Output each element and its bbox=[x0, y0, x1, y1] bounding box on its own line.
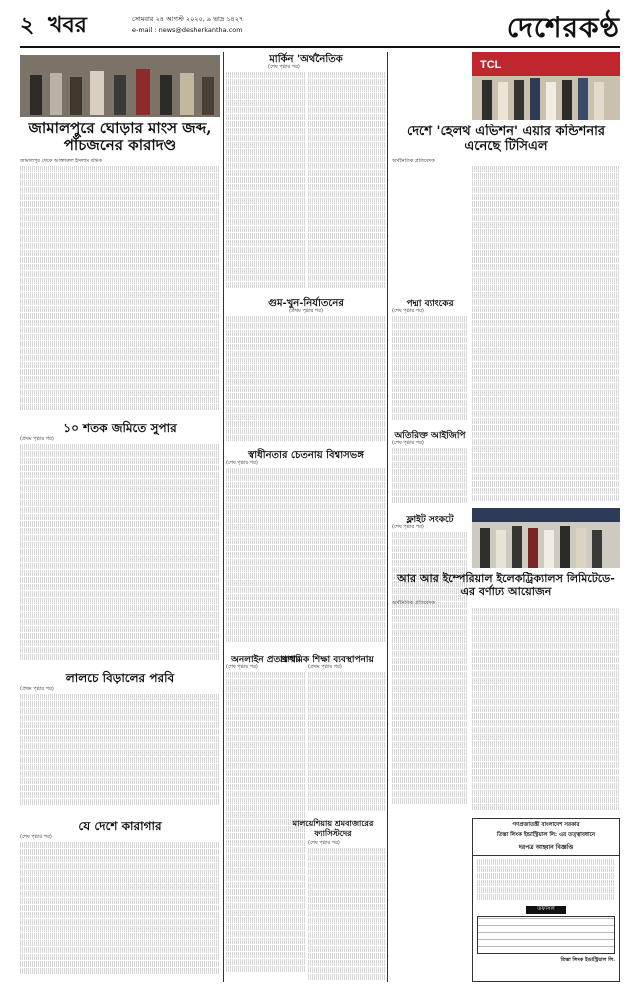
ad-signature: তিস্তা লিংক ইন্ডাস্ট্রিয়াল লি. bbox=[560, 957, 615, 963]
mid-h2-ref: (প্রথম পৃষ্ঠার পর) bbox=[289, 308, 323, 314]
mid-a-body bbox=[226, 72, 306, 292]
mid-h4-ref: (শেষ পৃষ্ঠার পর) bbox=[392, 440, 424, 446]
ad-body bbox=[477, 859, 615, 903]
tcl-launch-photo bbox=[472, 52, 620, 120]
left-byline: জামালপুর থেকে আক্তারুল ইসলাম শ্রমিক bbox=[20, 158, 103, 164]
left-story2-headline: ১০ শতক জমিতে সুপার bbox=[63, 421, 177, 435]
mid-h1-ref: (শেষ পৃষ্ঠার পর) bbox=[268, 64, 300, 70]
left-story2-body bbox=[20, 444, 220, 664]
masthead bbox=[20, 6, 620, 48]
page-number: ২ bbox=[20, 12, 35, 38]
mid-h2: গুম-খুন-নির্যাতনের bbox=[268, 298, 344, 309]
ad-table bbox=[477, 916, 615, 954]
mid-b-body bbox=[308, 72, 386, 292]
mid-h1: মার্কিন 'অর্থনৈতিক bbox=[269, 54, 343, 65]
mid-h2-body bbox=[226, 316, 386, 444]
email-line: e-mail : news@desherkantha.com bbox=[132, 26, 243, 34]
column-rule bbox=[387, 52, 388, 982]
left-story3-ref: (প্রথম পৃষ্ঠার পর) bbox=[20, 686, 54, 692]
mid-h7: প্রাথমিক শিক্ষা ব্যবস্থাপনায় bbox=[280, 655, 374, 665]
ad-org-line: তিস্তা লিংক ইন্ডাস্ট্রিয়াল লি: এর তত্ত্বাবধানে bbox=[496, 832, 596, 838]
left-story-body bbox=[20, 166, 220, 416]
mid-h5-ref: (শেষ পৃষ্ঠার পর) bbox=[226, 460, 258, 466]
mid-h6-ref: (শেষ পৃষ্ঠার পর) bbox=[392, 524, 424, 530]
horse-meat-photo bbox=[20, 55, 220, 117]
mid-h8-ref: (শেষ পৃষ্ঠার পর) bbox=[226, 664, 258, 670]
left-story4-ref: (শেষ পৃষ্ঠার পর) bbox=[20, 834, 52, 840]
right-story2-body bbox=[472, 608, 620, 812]
right-byline: অর্থনৈতিক প্রতিবেদক bbox=[392, 158, 435, 164]
mid-h9-ref: (শেষ পৃষ্ঠার পর) bbox=[308, 840, 340, 846]
right-headline2: আর আর ইম্পেরিয়াল ইলেকট্রিক্যালস লিমিটেডে-এর বর্ণাঢ্য আয়োজন bbox=[397, 572, 615, 598]
tcl-banner-text: TCL bbox=[480, 59, 502, 71]
left-story3-headline: লালচে বিড়ালের পরবি bbox=[65, 671, 175, 685]
mid-h5-body bbox=[226, 468, 386, 648]
left-headline: জামালপুরে ঘোড়ার মাংস জব্দ, পাঁচজনের কারাদণ্ড bbox=[28, 120, 212, 154]
mid-h9-body bbox=[308, 848, 386, 982]
right-headline: দেশে 'হেলথ এভিশন' এয়ার কন্ডিশনার এনেছে টিসিএল bbox=[406, 124, 606, 154]
ad-table-label: তফসিল bbox=[526, 906, 566, 914]
mid-h3-ref: (শেষ পৃষ্ঠার পর) bbox=[392, 308, 424, 314]
mid-h4: অতিরিক্ত আইজিপি bbox=[394, 431, 466, 441]
left-story4-headline: যে দেশে কারাগার bbox=[78, 819, 162, 833]
right-byline2: অর্থনৈতিক প্রতিবেদক bbox=[392, 600, 435, 606]
tender-advertisement bbox=[472, 818, 620, 982]
right-story-body-a bbox=[472, 166, 620, 506]
ad-govt-line: গণপ্রজাতন্ত্রী বাংলাদেশ সরকার bbox=[512, 822, 580, 828]
left-story2-ref: (প্রথম পৃষ্ঠার পর) bbox=[20, 436, 54, 442]
mid-h4-body bbox=[392, 448, 468, 508]
issue-date: সোমবার ২৪ আগস্ট ২০২০, ৯ ভাদ্র ১৪২৭ bbox=[132, 15, 244, 23]
mid-h8: অনলাইন প্রতারণার bbox=[231, 655, 301, 665]
mid-h7-ref: (প্রথম পৃষ্ঠার পর) bbox=[308, 664, 342, 670]
ad-title: দরপত্র আহ্বান বিজ্ঞপ্তি bbox=[473, 842, 619, 856]
mid-h3-body bbox=[392, 316, 468, 424]
mid-h7-body bbox=[308, 672, 386, 812]
mid-h5: স্বাধীনতার চেতনায় বিশ্বাসভঙ্গ bbox=[248, 450, 364, 461]
left-story3-body bbox=[20, 694, 220, 812]
left-story4-body bbox=[20, 842, 220, 982]
column-rule bbox=[223, 52, 224, 982]
mid-h6: ফ্লাইট সংকটে bbox=[406, 515, 454, 525]
section-title: খবর bbox=[48, 12, 87, 38]
imperial-event-photo bbox=[472, 508, 620, 568]
newspaper-logo: দেশেরকণ্ঠ bbox=[506, 11, 620, 44]
mid-h3: পদ্মা ব্যাংকের bbox=[406, 299, 454, 309]
mid-h9: মালয়েশিয়ায় শ্রমবাজারের ফ্যাসিস্টদের bbox=[292, 818, 374, 838]
